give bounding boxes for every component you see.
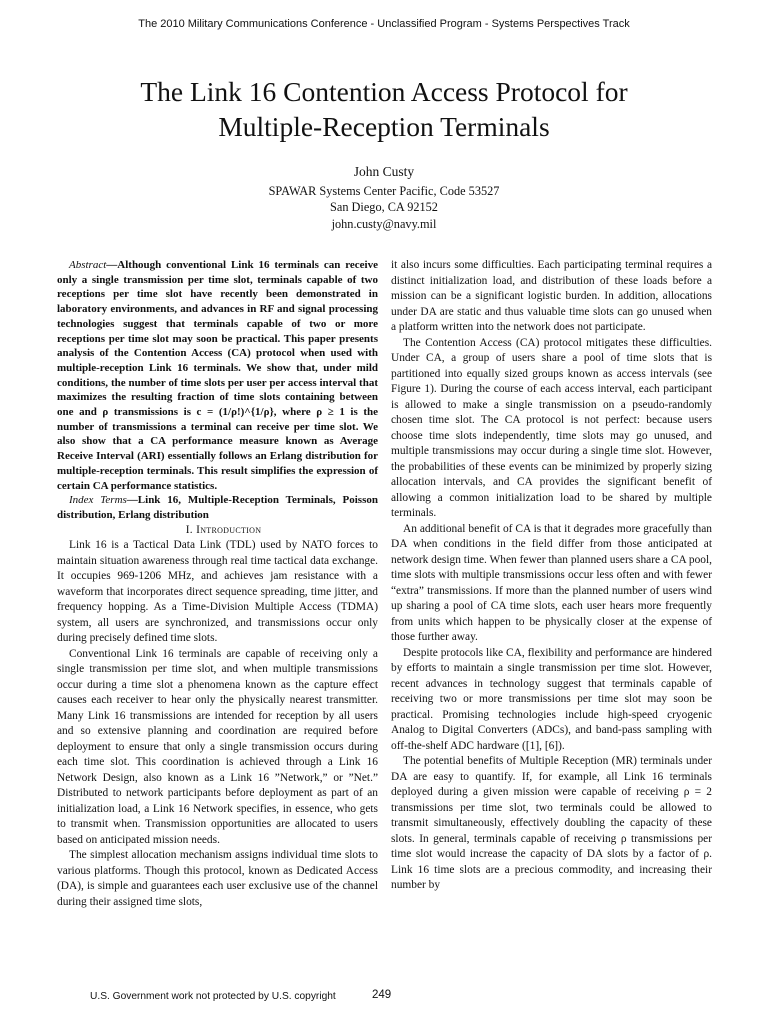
section-number: I. (185, 523, 193, 536)
section-title: Introduction (196, 523, 262, 536)
abstract-label: Abstract (69, 259, 107, 271)
author-city: San Diego, CA 92152 (330, 200, 438, 214)
body-paragraph: Conventional Link 16 terminals are capable of receiving only a single transmission per time slot, and when multiple transmissions occur during a time slot a phenomena known as the capture effect causes each receiver to hear only the physically nearest transmitter. Many Link 16 transmissions are intended for reception by all users and so extensive planning and coordination are required before deployment to ensure that only a single transmission occurs during each time slot. This coordination is achieved through a Link 16 Network Design, also known as a Link 16 ”Network,” or ”Net.” Distributed to network participants before deployment as part of an initialization load, a Link 16 Network specifies, in essence, who gets to transmit when. Transmission opportunities are allocated to users based on anticipated mission needs. (57, 647, 378, 846)
index-terms (57, 493, 378, 522)
body-paragraph: The simplest allocation mechanism assigns individual time slots to various platforms. Though this protocol, known as Dedicated Access (DA), is simple and guarantees each user exclusive use of the channel during their assigned time slots, (57, 849, 378, 908)
body-paragraph: An additional benefit of CA is that it degrades more gracefully than DA when conditions in the field differ from those anticipated at network design time. When fewer than planned users share a CA pool, time slots with multiple transmissions occur less often and with fewer “extra” transmissions. If more than the planned number of users wind up sharing a pool of CA time slots, each user hears more frequently from units which happen to be physically closer at the expense of those further away. (391, 522, 712, 643)
left-column (57, 258, 378, 910)
abstract-text: —Although conventional Link 16 terminals can receive only a single transmission per time slot, terminals capable of two receptions per time slot have recently been demonstrated in laboratory environments, and advances in RF and signal processing technologies suggest that terminals capable of two or more receptions per time slot may soon be practical. This paper presents analysis of the Contention Access (CA) protocol when used with multiple-reception Link 16 terminals. We show that, under mild conditions, the number of time slots per user per access interval that maximizes the resulting fraction of time slots containing between one and ρ transmissions is c = (1/ρ!)^{1/ρ}, where ρ ≥ 1 is the number of transmissions a terminal can receive per time slot. We also show that a CA performance measure known as Average Receive Interval (ARI) essentially follows an Erlang distribution for multiple-reception terminals. This result simplifies the expression of certain CA performance statistics. (57, 259, 378, 492)
index-terms-text: —Link 16, Multiple-Reception Terminals, Poisson distribution, Erlang distribution (57, 494, 378, 521)
copyright-notice: U.S. Government work not protected by U.S. copyright (90, 991, 336, 1002)
author-affiliation: SPAWAR Systems Center Pacific, Code 53527 (268, 183, 500, 198)
page-number: 249 (372, 989, 392, 1001)
paper-title (40, 74, 728, 144)
body-paragraph: Link 16 is a Tactical Data Link (TDL) used by NATO forces to maintain situation awareness through real time tactical data exchange. It occupies 969-1206 MHz, and achieves jam resistance with a waveform that incorporates direct sequence spreading, time jitter, and frequency hopping. As a Time-Division Multiple Access (TDMA) system, all users are synchronized, and transmissions occur only during precisely defined time slots. (57, 539, 378, 645)
right-column (391, 258, 712, 894)
body-paragraph: The potential benefits of Multiple Reception (MR) terminals under DA are easy to quantify. If, for example, all Link 16 terminals deployed during a given mission were capable of receiving ρ = 2 transmissions per time slot, two terminals could be allowed to transmit simultaneously, effectively doubling the capacity of these slots. In general, terminals capable of receiving ρ transmissions per time slot would increase the capacity of DA slots by a factor of ρ. Link 16 time slots are a precious commodity, and increasing their number by (391, 755, 712, 891)
abstract (57, 258, 378, 493)
author-block (0, 164, 768, 232)
body-paragraph: Despite protocols like CA, flexibility and performance are hindered by efforts to maintain a single transmission per time slot. However, recent advances in technology suggest that terminals capable of receiving two or more transmissions per time slot may soon be practical. Promising technologies include high-speed cryogenic Analog to Digital Converters (ADCs), and band-pass sampling with off-the-shelf ADC hardware ([1], [6]). (391, 646, 712, 752)
conference-header: The 2010 Military Communications Conference - Unclassified Program - Systems Perspectives Track (138, 18, 630, 30)
title-line-2: Multiple-Reception Terminals (218, 111, 550, 142)
author-email[interactable]: john.custy@navy.mil (331, 216, 437, 231)
body-paragraph: it also incurs some difficulties. Each participating terminal requires a distinct initialization load, and distribution of these loads before a mission can be a significant logistic burden. In addition, allocations under DA are static and thus valuable time slots can go unused when a platform written into the network does not participate. (391, 259, 712, 333)
body-paragraph: The Contention Access (CA) protocol mitigates these difficulties. Under CA, a group of users share a pool of time slots that is partitioned into equally sized groups known as access intervals (see Figure 1). During the course of each access interval, each participant is allowed to make a single transmission on a pseudo-randomly chosen time slot. The CA protocol is not perfect: because users choose time slots independently, time slots may go unused, and multiple transmissions may occur during a single time slot. However, the probabilities of these events can be minimized by properly sizing allocation intervals, and CA provides the significant benefit of allowing a common initialization load to be shared by multiple terminals. (391, 336, 712, 519)
author-name: John Custy (353, 164, 415, 179)
title-line-1: The Link 16 Contention Access Protocol for (140, 76, 628, 107)
section-heading (57, 523, 378, 539)
index-terms-label: Index Terms (69, 494, 127, 507)
